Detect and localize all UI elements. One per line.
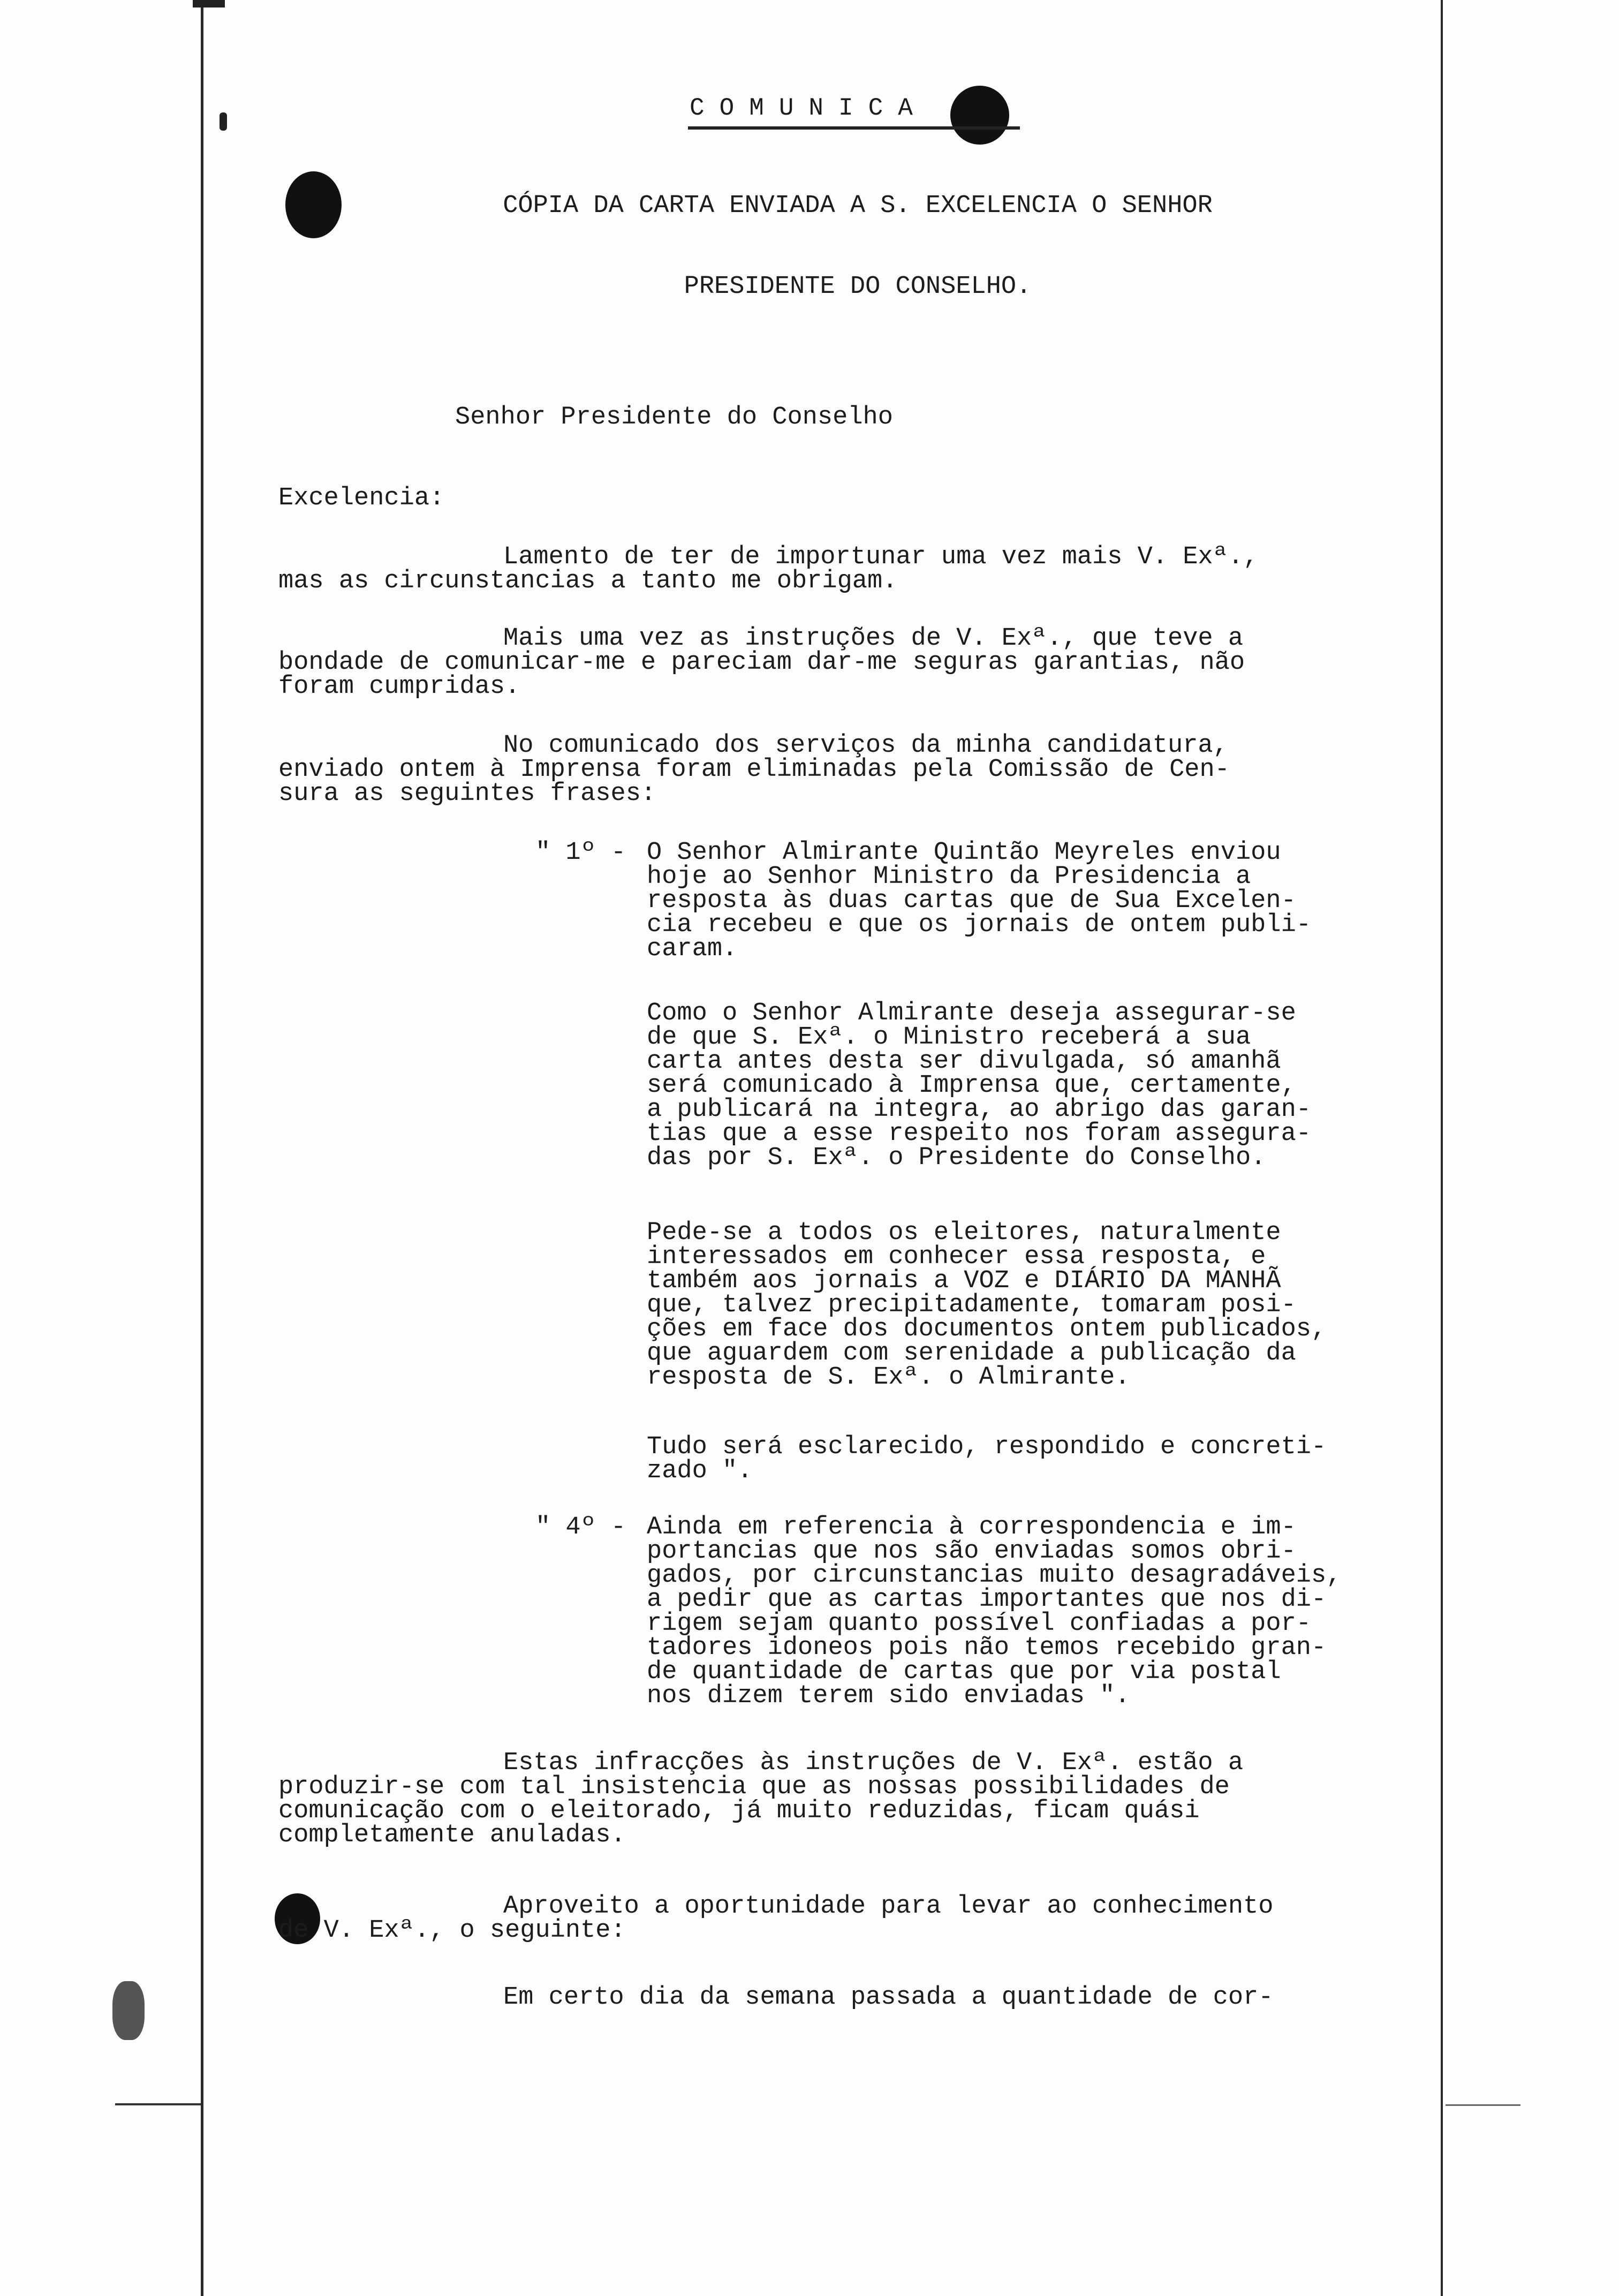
scan-edge-bottom-right bbox=[1446, 2104, 1520, 2106]
q1b-line-4: será comunicado à Imprensa que, certamente, bbox=[647, 1071, 1296, 1100]
q1b-line-2: de que S. Exª. o Ministro receberá a sua bbox=[647, 1023, 1251, 1052]
p4-line-2: produzir-se com tal insistencia que as nossas possibilidades de bbox=[278, 1773, 1230, 1801]
p3-line-1: No comunicado dos serviços da minha candidatura, bbox=[503, 731, 1228, 760]
q1a-line-2: hoje ao Senhor Ministro da Presidencia a bbox=[647, 863, 1251, 891]
p2-line-1: Mais uma vez as instruções de V. Exª., que teve a bbox=[503, 624, 1244, 653]
p5-line-2: de V. Exª., o seguinte: bbox=[278, 1916, 626, 1945]
q1c-line-7: resposta de S. Exª. o Almirante. bbox=[647, 1363, 1130, 1392]
salutation: Senhor Presidente do Conselho bbox=[455, 403, 893, 432]
p4-line-4: completamente anuladas. bbox=[278, 1821, 626, 1849]
q4-line-6: tadores idoneos pois não temos recebido gran- bbox=[647, 1634, 1327, 1662]
p4-line-3: comunicação com o eleitorado, já muito reduzidas, ficam quási bbox=[278, 1797, 1200, 1825]
q1c-line-5: ções em face dos documentos ontem publicados, bbox=[647, 1315, 1327, 1343]
q4-line-2: portancias que nos são enviadas somos obri- bbox=[647, 1537, 1296, 1566]
q1a-line-1: O Senhor Almirante Quintão Meyreles enviou bbox=[647, 839, 1281, 867]
quote-1-marker: " 1º - bbox=[535, 839, 626, 867]
quote-4-marker: " 4º - bbox=[535, 1513, 626, 1542]
p1-line-2: mas as circunstancias a tanto me obrigam. bbox=[278, 567, 898, 595]
title-line-1: CÓPIA DA CARTA ENVIADA A S. EXCELENCIA O SENHOR bbox=[503, 192, 1213, 220]
scan-edge-right bbox=[1441, 0, 1443, 2296]
scan-edge-bottom-left bbox=[115, 2103, 201, 2105]
q1b-line-7: das por S. Exª. o Presidente do Conselho. bbox=[647, 1144, 1266, 1172]
q4-line-7: de quantidade de cartas que por via postal bbox=[647, 1658, 1281, 1686]
scan-edge-left bbox=[201, 0, 203, 2296]
q1d-line-2: zado ". bbox=[647, 1457, 753, 1485]
scan-smudge-left bbox=[112, 1981, 145, 2040]
p6-line-1: Em certo dia da semana passada a quantidade de cor- bbox=[503, 1983, 1274, 2012]
q1b-line-3: carta antes desta ser divulgada, só amanhã bbox=[647, 1047, 1281, 1076]
q1a-line-4: cia recebeu e que os jornais de ontem publi- bbox=[647, 911, 1312, 939]
p3-line-3: sura as seguintes frases: bbox=[278, 780, 656, 808]
q4-line-8: nos dizem terem sido enviadas ". bbox=[647, 1682, 1130, 1710]
q4-line-4: a pedir que as cartas importantes que nos di- bbox=[647, 1585, 1327, 1614]
p3-line-2: enviado ontem à Imprensa foram eliminadas pela Comissão de Cen- bbox=[278, 756, 1230, 784]
p2-line-3: foram cumpridas. bbox=[278, 673, 520, 701]
q4-line-5: rigem sejam quanto possível confiadas a por- bbox=[647, 1610, 1312, 1638]
q1c-line-6: que aguardem com serenidade a publicação da bbox=[647, 1339, 1296, 1368]
q1b-line-1: Como o Senhor Almirante deseja assegurar-se bbox=[647, 999, 1296, 1028]
q4-line-1: Ainda em referencia à correspondencia e im- bbox=[647, 1513, 1296, 1542]
heading-comunicado: COMUNICA bbox=[690, 94, 928, 122]
greeting: Excelencia: bbox=[278, 484, 445, 512]
heading-underline bbox=[688, 126, 1020, 130]
q1b-line-5: a publicará na integra, ao abrigo das garan- bbox=[647, 1096, 1312, 1124]
q1b-line-6: tias que a esse respeito nos foram assegura- bbox=[647, 1120, 1312, 1148]
q1c-line-1: Pede-se a todos os eleitores, naturalmente bbox=[647, 1219, 1281, 1247]
q1a-line-3: resposta às duas cartas que de Sua Excelen- bbox=[647, 887, 1296, 915]
scan-mark-top bbox=[193, 0, 225, 7]
q1c-line-4: que, talvez precipitadamente, tomaram posi- bbox=[647, 1291, 1296, 1319]
p2-line-2: bondade de comunicar-me e pareciam dar-me seguras garantias, não bbox=[278, 648, 1245, 677]
p5-line-1: Aproveito a oportunidade para levar ao conhecimento bbox=[503, 1892, 1274, 1921]
q1c-line-3: também aos jornais a VOZ e DIÁRIO DA MANHÃ bbox=[647, 1267, 1281, 1295]
scan-mark-left bbox=[220, 112, 227, 131]
ink-blot-heading bbox=[950, 86, 1009, 145]
q1d-line-1: Tudo será esclarecido, respondido e concreti- bbox=[647, 1433, 1327, 1461]
q4-line-3: gados, por circunstancias muito desagradáveis, bbox=[647, 1561, 1342, 1590]
q1a-line-5: caram. bbox=[647, 935, 738, 963]
title-line-2: PRESIDENTE DO CONSELHO. bbox=[684, 273, 1032, 301]
p1-line-1: Lamento de ter de importunar uma vez mais V. Exª., bbox=[503, 543, 1259, 571]
q1c-line-2: interessados em conhecer essa resposta, e bbox=[647, 1243, 1266, 1271]
p4-line-1: Estas infracções às instruções de V. Exª. estão a bbox=[503, 1749, 1244, 1777]
